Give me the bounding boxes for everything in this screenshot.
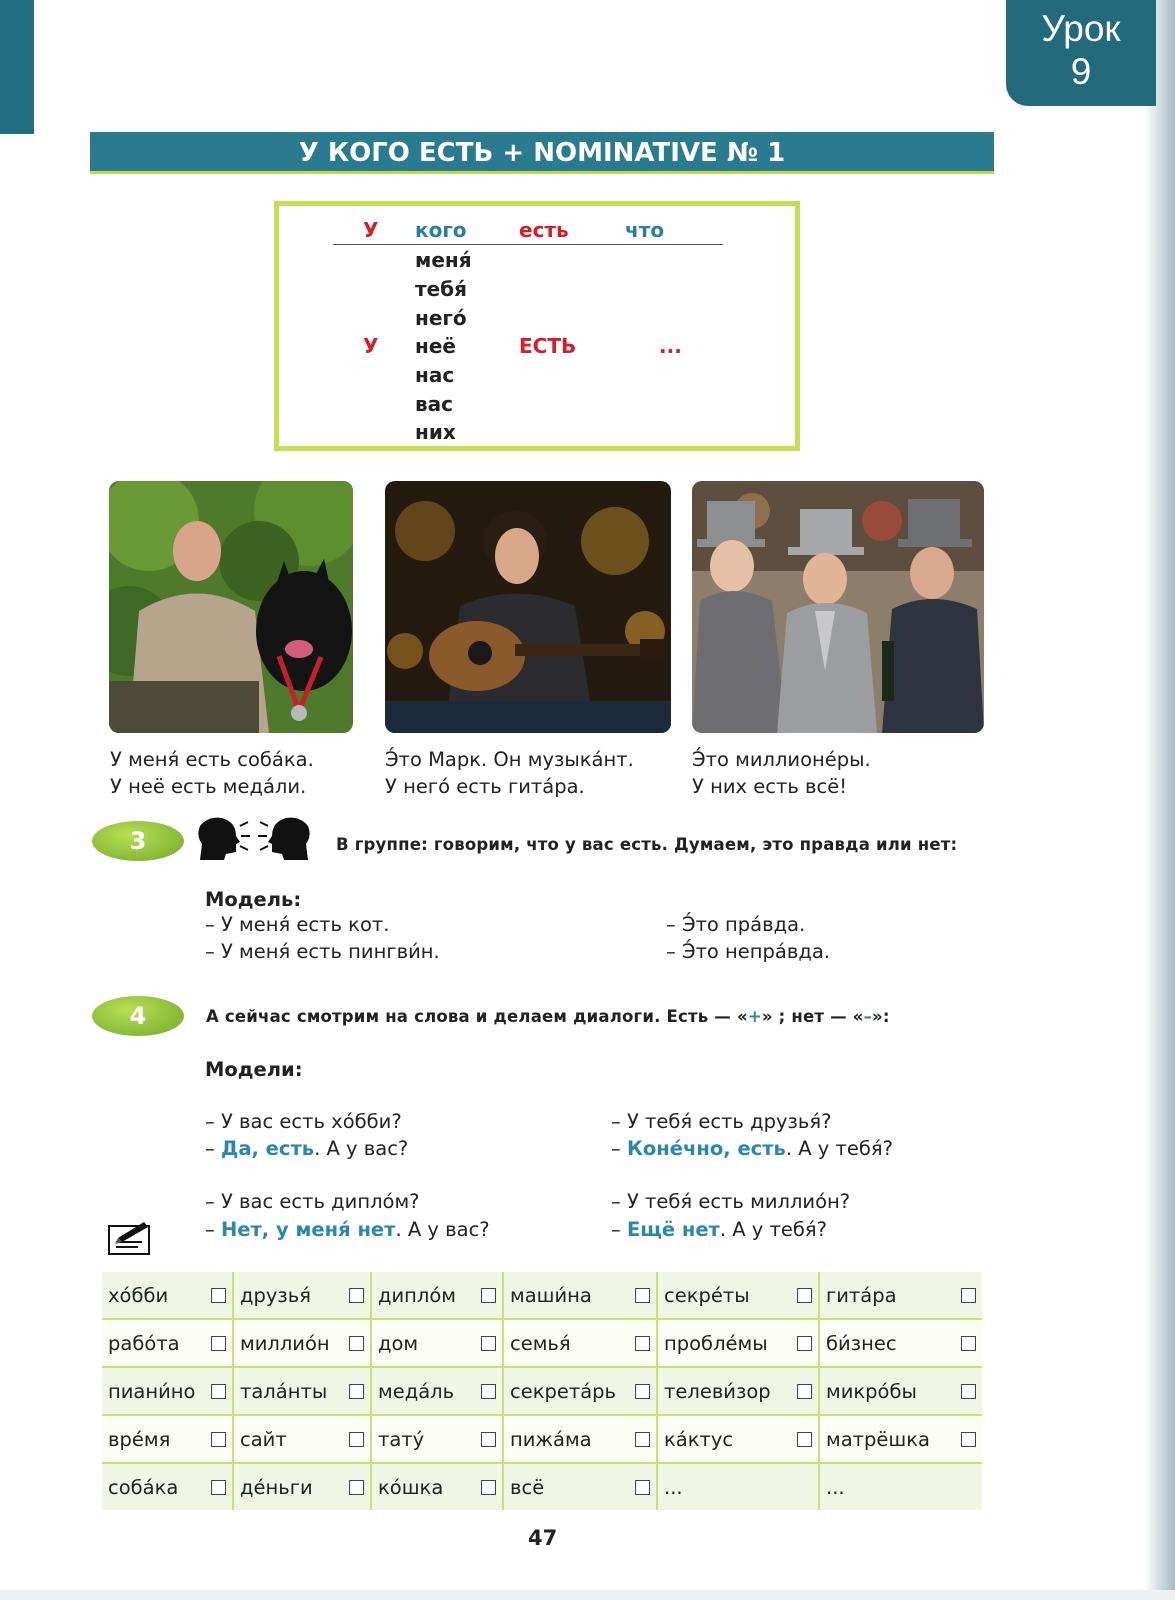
dialog-question: – У вас есть хо́бби? bbox=[205, 1110, 402, 1133]
answer-bold: Ещё нет bbox=[626, 1218, 720, 1241]
word-cell bbox=[371, 1272, 503, 1319]
page-number: 47 bbox=[528, 1526, 558, 1550]
grammar-header-chto: что bbox=[625, 218, 665, 242]
answer-bold: Да, есть bbox=[220, 1137, 315, 1160]
edge-band bbox=[0, 0, 34, 134]
word-cell bbox=[503, 1463, 657, 1510]
word-cell bbox=[503, 1272, 657, 1319]
word-cell bbox=[233, 1463, 371, 1510]
grammar-header-rule bbox=[333, 244, 723, 245]
photo-caption bbox=[385, 746, 634, 800]
answer-dash: – bbox=[205, 1137, 221, 1160]
word: миллио́н bbox=[240, 1331, 330, 1355]
word-checkbox[interactable] bbox=[961, 1432, 976, 1447]
word: всё bbox=[510, 1475, 545, 1499]
photo-millionaires bbox=[692, 481, 984, 733]
answer-rest: . А у тебя́? bbox=[719, 1218, 827, 1241]
photo-caption bbox=[110, 746, 314, 800]
exercise-4-badge: 4 bbox=[92, 996, 184, 1036]
page-edge-shadow bbox=[1145, 0, 1175, 1600]
word: дом bbox=[378, 1331, 419, 1355]
model-line: – У меня́ есть кот. bbox=[205, 913, 390, 936]
word: секрета́рь bbox=[510, 1379, 617, 1403]
word-checkbox[interactable] bbox=[635, 1336, 650, 1351]
word-cell bbox=[233, 1319, 371, 1367]
lesson-label: Урок bbox=[1041, 8, 1121, 49]
lesson-tab bbox=[1006, 0, 1156, 106]
word-checkbox[interactable] bbox=[481, 1432, 496, 1447]
caption-line: Э́то Марк. Он музыка́нт. bbox=[385, 748, 634, 771]
caption-line: У неё есть меда́ли. bbox=[110, 775, 307, 798]
word-grid bbox=[102, 1272, 982, 1510]
dialog-answer bbox=[205, 1137, 408, 1160]
plus-sign: + bbox=[747, 1007, 762, 1026]
word: сайт bbox=[240, 1427, 287, 1451]
word: би́знес bbox=[826, 1331, 897, 1355]
word-checkbox[interactable] bbox=[797, 1336, 812, 1351]
word-cell bbox=[657, 1463, 819, 1510]
grammar-u: У bbox=[363, 334, 379, 358]
grammar-pronoun: меня́ bbox=[415, 248, 472, 272]
answer-dash: – bbox=[205, 1218, 221, 1241]
exercise-4-instruction bbox=[206, 1007, 890, 1026]
lesson-number: 9 bbox=[1070, 51, 1092, 92]
word: матрёшка bbox=[826, 1427, 930, 1451]
word-checkbox[interactable] bbox=[481, 1384, 496, 1399]
answer-rest: . А у вас? bbox=[395, 1218, 490, 1241]
word: ка́ктус bbox=[664, 1427, 734, 1451]
word: пижа́ма bbox=[510, 1427, 592, 1451]
page-bottom-edge bbox=[0, 1590, 1175, 1600]
exercise-3-badge: 3 bbox=[92, 821, 184, 861]
word-cell bbox=[657, 1272, 819, 1319]
word-checkbox[interactable] bbox=[961, 1384, 976, 1399]
word: рабо́та bbox=[108, 1331, 180, 1355]
word-checkbox[interactable] bbox=[797, 1288, 812, 1303]
word: ко́шка bbox=[378, 1475, 444, 1499]
word-checkbox[interactable] bbox=[635, 1384, 650, 1399]
answer-rest: . А у вас? bbox=[314, 1137, 409, 1160]
word: де́ньги bbox=[240, 1475, 313, 1499]
grammar-pronoun: них bbox=[415, 420, 456, 444]
grammar-header-est: есть bbox=[519, 218, 569, 242]
word-checkbox[interactable] bbox=[481, 1480, 496, 1495]
model-line: – У меня́ есть пингви́н. bbox=[205, 940, 440, 963]
dialog-answer bbox=[611, 1218, 827, 1241]
word-cell bbox=[503, 1319, 657, 1367]
dialog-question: – У тебя́ есть друзья́? bbox=[611, 1110, 832, 1133]
word-grid-row bbox=[102, 1415, 982, 1463]
grammar-header-u: У bbox=[363, 218, 379, 242]
word-cell bbox=[102, 1272, 233, 1319]
caption-line: У них есть всё! bbox=[692, 775, 848, 798]
grammar-est: ЕСТЬ bbox=[519, 334, 577, 358]
dialog-question: – У вас есть дипло́м? bbox=[205, 1190, 420, 1213]
instruction-text: »: bbox=[872, 1007, 890, 1026]
word-cell bbox=[503, 1415, 657, 1463]
answer-bold: Коне́чно, есть bbox=[626, 1137, 786, 1160]
exercise-3-instruction: В группе: говорим, что у вас есть. Думаем, это правда или нет: bbox=[336, 835, 958, 854]
word-cell bbox=[819, 1272, 982, 1319]
word-cell bbox=[102, 1367, 233, 1415]
word: друзья́ bbox=[240, 1283, 311, 1307]
speaking-heads-icon bbox=[196, 816, 312, 862]
word-cell bbox=[657, 1367, 819, 1415]
caption-line: Э́то миллионе́ры. bbox=[692, 748, 871, 771]
model-label: Модель: bbox=[205, 888, 302, 911]
word: ... bbox=[826, 1475, 845, 1499]
word-checkbox[interactable] bbox=[961, 1336, 976, 1351]
word: ... bbox=[664, 1475, 683, 1499]
word-grid-row bbox=[102, 1272, 982, 1319]
grammar-dots: ... bbox=[659, 334, 682, 358]
word-checkbox[interactable] bbox=[961, 1288, 976, 1303]
grammar-pronoun: тебя́ bbox=[415, 277, 467, 301]
grammar-pronoun: вас bbox=[415, 392, 454, 416]
word-checkbox[interactable] bbox=[635, 1288, 650, 1303]
grammar-pronoun: неё bbox=[415, 334, 456, 358]
word: телеви́зор bbox=[664, 1379, 771, 1403]
grammar-pronoun: нас bbox=[415, 363, 455, 387]
photo-guitarist bbox=[385, 481, 671, 733]
word: дипло́м bbox=[378, 1283, 457, 1307]
word-cell bbox=[371, 1463, 503, 1510]
word-cell bbox=[371, 1415, 503, 1463]
word-checkbox[interactable] bbox=[349, 1288, 364, 1303]
caption-line: У меня́ есть соба́ка. bbox=[110, 748, 314, 771]
dialog-answer bbox=[205, 1218, 490, 1241]
word-cell bbox=[102, 1319, 233, 1367]
word-grid-row bbox=[102, 1367, 982, 1415]
word-checkbox[interactable] bbox=[797, 1384, 812, 1399]
word-checkbox[interactable] bbox=[635, 1480, 650, 1495]
minus-sign: – bbox=[863, 1007, 873, 1026]
writing-task-icon bbox=[108, 1218, 152, 1256]
word: тала́нты bbox=[240, 1379, 328, 1403]
word: хо́бби bbox=[108, 1283, 169, 1307]
dialog-question: – У тебя́ есть миллио́н? bbox=[611, 1190, 851, 1213]
word: секре́ты bbox=[664, 1283, 750, 1307]
word-cell bbox=[819, 1463, 982, 1510]
model-answer: – Э́то пра́вда. bbox=[666, 913, 806, 936]
model-answer: – Э́то непра́вда. bbox=[666, 940, 830, 963]
word-cell bbox=[371, 1319, 503, 1367]
grammar-table bbox=[274, 201, 800, 451]
grammar-header-kogo: кого bbox=[415, 218, 467, 242]
word-checkbox[interactable] bbox=[481, 1336, 496, 1351]
word-cell bbox=[233, 1415, 371, 1463]
caption-line: У него́ есть гита́ра. bbox=[385, 775, 585, 798]
section-title: У КОГО ЕСТЬ + NOMINATIVE № 1 bbox=[90, 132, 994, 174]
word-cell bbox=[819, 1415, 982, 1463]
word-checkbox[interactable] bbox=[481, 1288, 496, 1303]
word-checkbox[interactable] bbox=[635, 1432, 650, 1447]
instruction-text: А сейчас смотрим на слова и делаем диалоги. Есть — « bbox=[206, 1007, 748, 1026]
word-checkbox[interactable] bbox=[211, 1480, 226, 1495]
word-checkbox[interactable] bbox=[797, 1432, 812, 1447]
word-cell bbox=[371, 1367, 503, 1415]
word: вре́мя bbox=[108, 1427, 171, 1451]
photo-caption bbox=[692, 746, 871, 800]
word-checkbox[interactable] bbox=[211, 1384, 226, 1399]
word: пиани́но bbox=[108, 1379, 196, 1403]
photo-man-with-dog bbox=[109, 481, 353, 733]
word-cell bbox=[657, 1319, 819, 1367]
word: тату́ bbox=[378, 1427, 425, 1451]
answer-dash: – bbox=[611, 1137, 627, 1160]
word: гита́ра bbox=[826, 1283, 897, 1307]
answer-dash: – bbox=[611, 1218, 627, 1241]
word: пробле́мы bbox=[664, 1331, 768, 1355]
dialog-answer bbox=[611, 1137, 893, 1160]
word: семья́ bbox=[510, 1331, 571, 1355]
answer-bold: Нет, у меня́ нет bbox=[220, 1218, 396, 1241]
word-checkbox[interactable] bbox=[349, 1432, 364, 1447]
instruction-text: » ; нет — « bbox=[761, 1007, 864, 1026]
word-checkbox[interactable] bbox=[211, 1432, 226, 1447]
word: меда́ль bbox=[378, 1379, 455, 1403]
word-checkbox[interactable] bbox=[349, 1336, 364, 1351]
word-cell bbox=[233, 1367, 371, 1415]
word-cell bbox=[102, 1463, 233, 1510]
answer-rest: . А у тебя́? bbox=[785, 1137, 893, 1160]
word-cell bbox=[233, 1272, 371, 1319]
word-grid-row bbox=[102, 1319, 982, 1367]
word: маши́на bbox=[510, 1283, 592, 1307]
word-cell bbox=[819, 1319, 982, 1367]
word-checkbox[interactable] bbox=[349, 1480, 364, 1495]
models-label: Модели: bbox=[205, 1058, 303, 1081]
word-cell bbox=[102, 1415, 233, 1463]
word: микро́бы bbox=[826, 1379, 917, 1403]
word-grid-row bbox=[102, 1463, 982, 1510]
word-checkbox[interactable] bbox=[211, 1336, 226, 1351]
word-cell bbox=[657, 1415, 819, 1463]
word-cell bbox=[503, 1367, 657, 1415]
word-checkbox[interactable] bbox=[211, 1288, 226, 1303]
grammar-pronoun: него́ bbox=[415, 306, 467, 330]
word-checkbox[interactable] bbox=[349, 1384, 364, 1399]
word: соба́ка bbox=[108, 1475, 179, 1499]
word-cell bbox=[819, 1367, 982, 1415]
